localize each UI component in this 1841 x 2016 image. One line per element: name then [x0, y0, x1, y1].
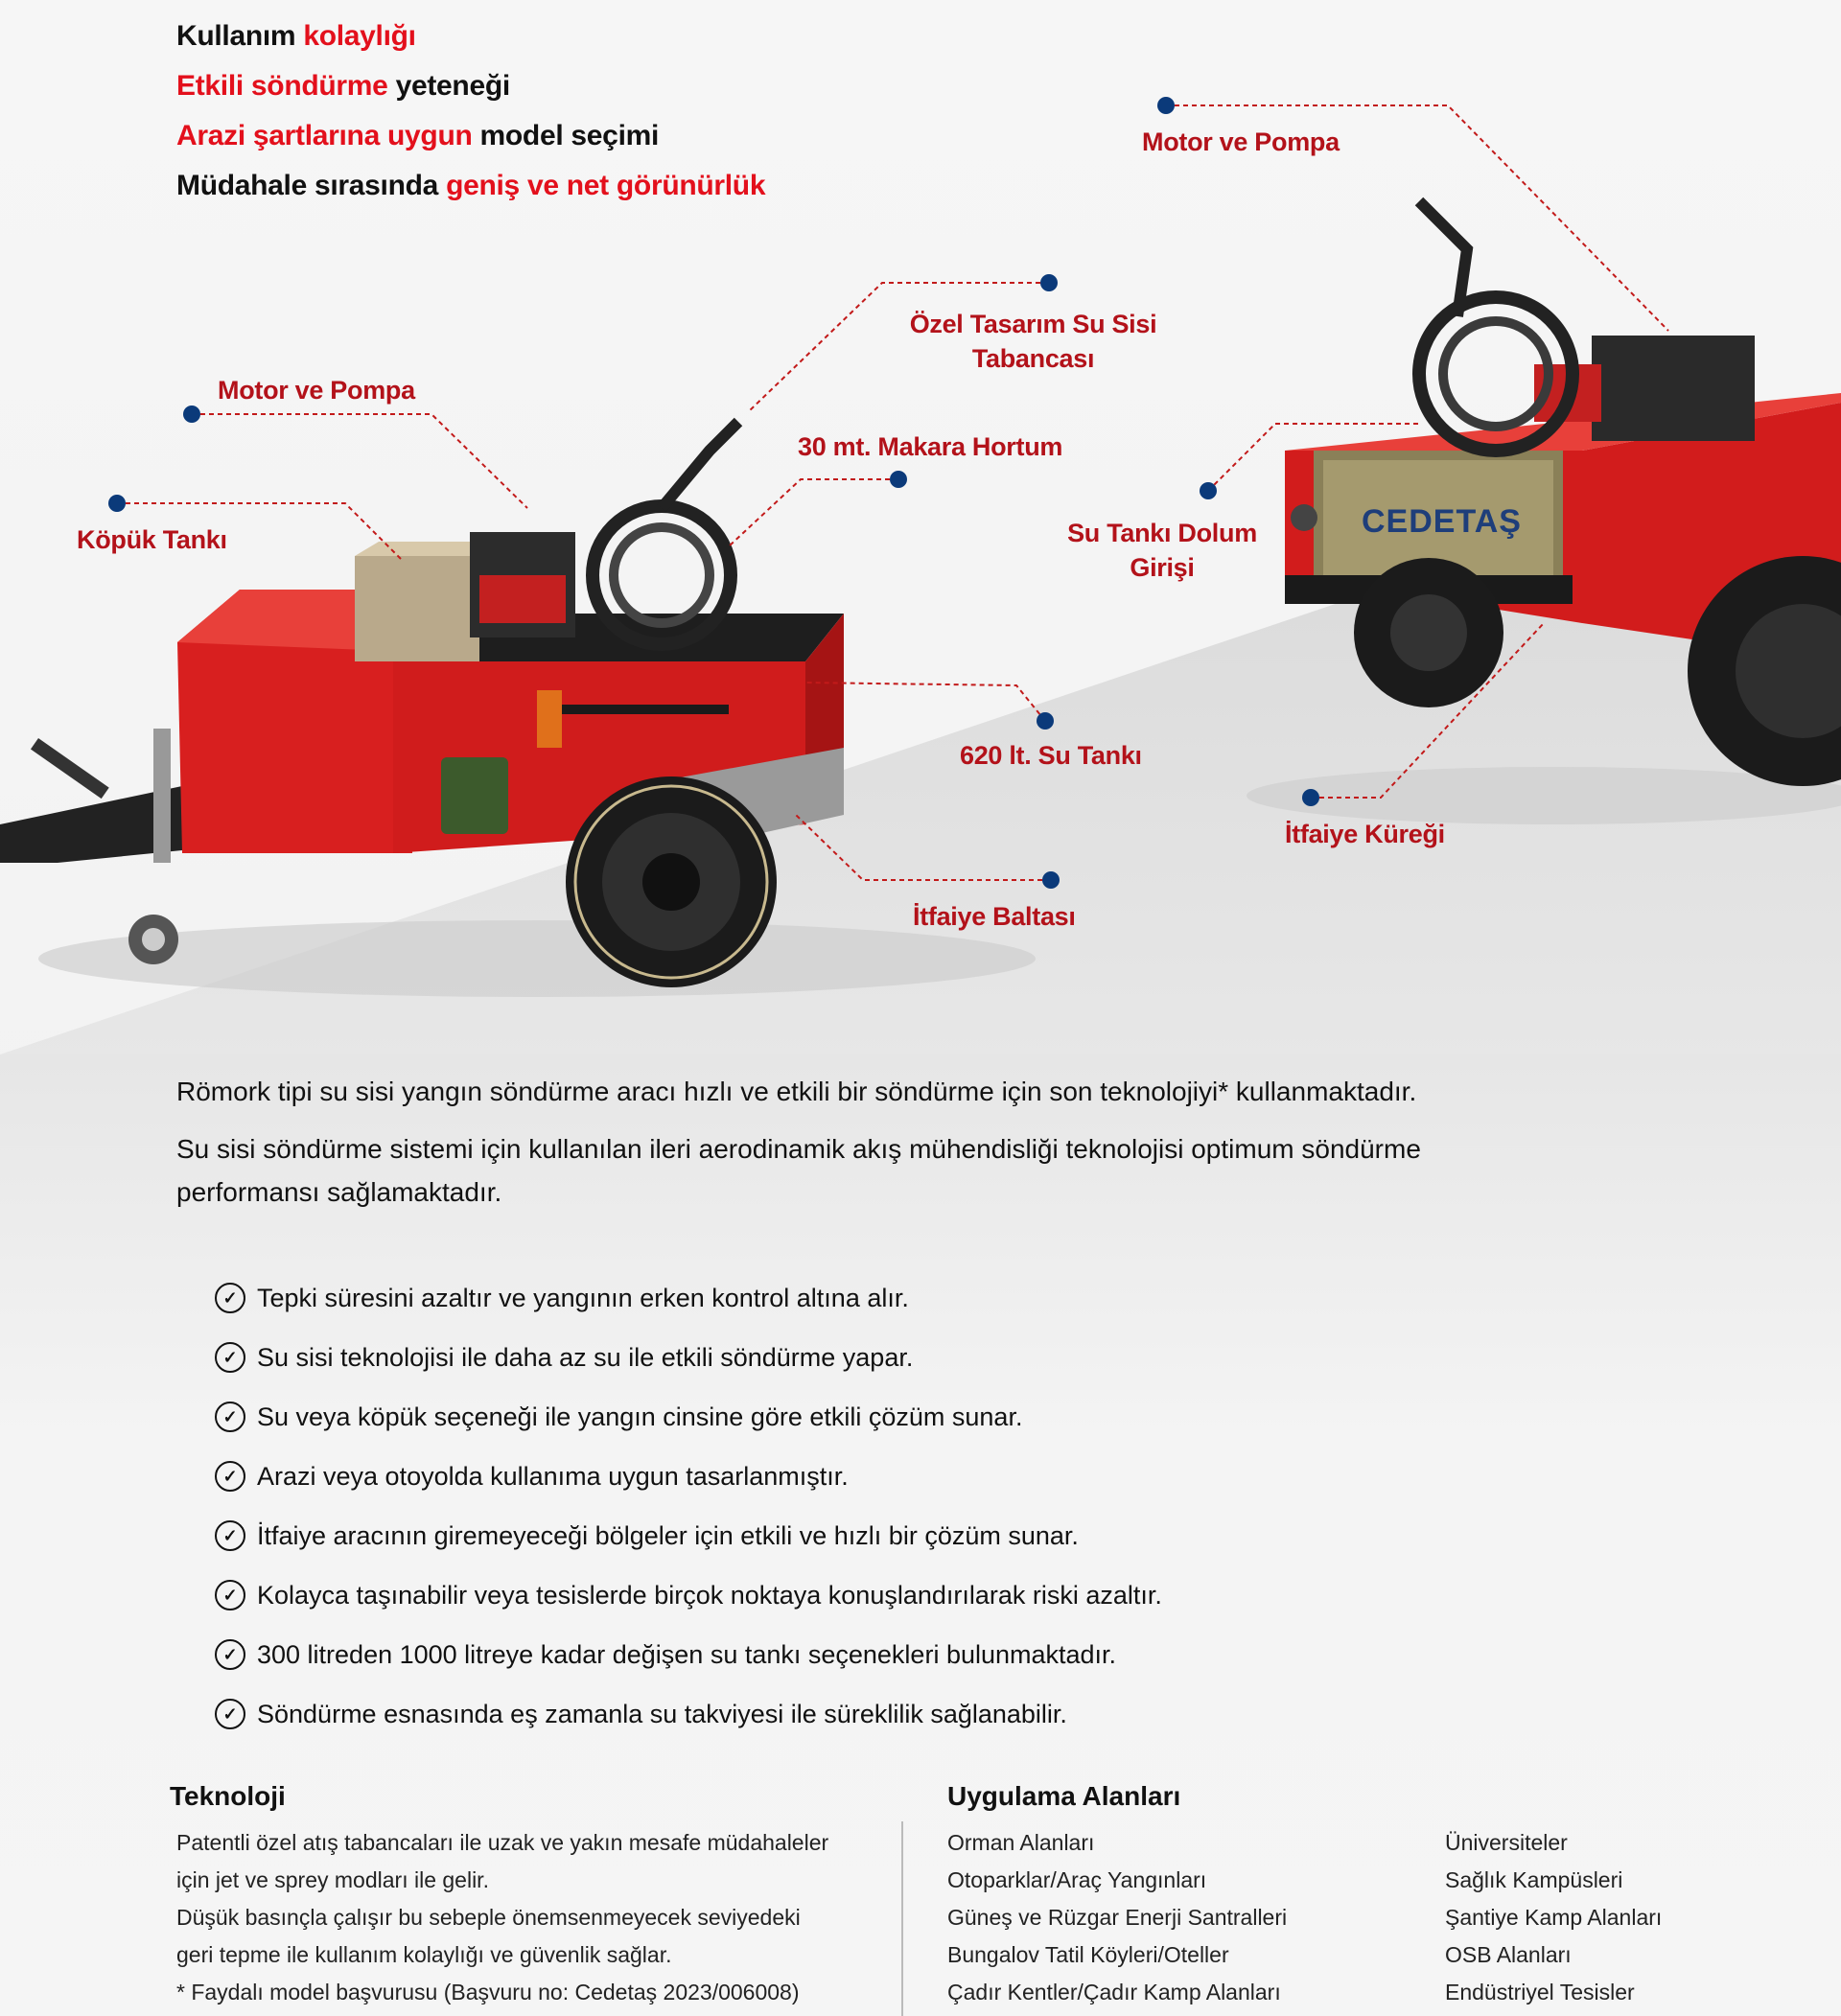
callout-itfaiye-kuregi: İtfaiye Küreği — [1285, 820, 1445, 848]
applications-col-2 — [1445, 1824, 1662, 2011]
feature-text: model seçimi — [472, 120, 660, 151]
application-item: Sağlık Kampüsleri — [1445, 1867, 1623, 1892]
application-item: OSB Alanları — [1445, 1942, 1572, 1967]
list-item — [215, 1387, 1162, 1447]
technology-line: Düşük basınçla çalışır bu sebeple önemsenmeyecek seviyedeki — [176, 1905, 801, 1930]
list-item-text: Tepki süresini azaltır ve yangının erken kontrol altına alır. — [257, 1283, 909, 1312]
callout-motor-pompa-left: Motor ve Pompa — [218, 376, 415, 405]
feature-text: Kullanım — [176, 20, 304, 52]
check-circle-icon: ✓ — [215, 1580, 245, 1610]
list-item-text: Su veya köpük seçeneği ile yangın cinsine göre etkili çözüm sunar. — [257, 1402, 1023, 1431]
description-p1: Römork tipi su sisi yangın söndürme aracı hızlı ve etkili bir söndürme için son teknolojiyi* kullanmaktadır. — [176, 1077, 1417, 1106]
application-item: Şantiye Kamp Alanları — [1445, 1905, 1663, 1930]
application-item: Üniversiteler — [1445, 1830, 1568, 1855]
list-item-text: Söndürme esnasında eş zamanla su takviyesi ile süreklilik sağlanabilir. — [257, 1699, 1067, 1728]
feature-text: geniş ve net görünürlük — [446, 170, 766, 201]
technology-title: Teknoloji — [170, 1781, 286, 1811]
list-item — [215, 1447, 1162, 1506]
applications-title: Uygulama Alanları — [947, 1781, 1181, 1811]
callout-dot-dolum — [1200, 482, 1217, 499]
callout-dot-kopuk — [108, 495, 126, 512]
callout-dot-balta — [1042, 871, 1060, 889]
check-circle-icon: ✓ — [215, 1283, 245, 1313]
list-item — [215, 1565, 1162, 1625]
list-item — [215, 1625, 1162, 1684]
list-item-text: Kolayca taşınabilir veya tesislerde birçok noktaya konuşlandırılarak riski azaltır. — [257, 1580, 1162, 1610]
callout-dot-ozel — [1040, 274, 1058, 291]
callout-ozel-tasarim: Özel Tasarım Su Sisi Tabancası — [909, 310, 1157, 373]
application-item: Otoparklar/Araç Yangınları — [947, 1867, 1207, 1892]
list-item — [215, 1506, 1162, 1565]
technology-line: Patentli özel atış tabancaları ile uzak ve yakın mesafe müdahaleler — [176, 1830, 829, 1855]
brand-plate: CEDETAŞ — [1362, 503, 1522, 540]
feature-text: Müdahale sırasında — [176, 170, 447, 201]
technology-line: için jet ve sprey modları ile gelir. — [176, 1867, 489, 1892]
check-circle-icon: ✓ — [215, 1402, 245, 1432]
callout-makara-hortum: 30 mt. Makara Hortum — [798, 432, 1063, 461]
applications-col-1 — [947, 1824, 1287, 2011]
callout-dot-makara — [890, 471, 907, 488]
application-item: Çadır Kentler/Çadır Kamp Alanları — [947, 1980, 1281, 2004]
callout-motor-pompa-right: Motor ve Pompa — [1142, 127, 1340, 156]
feature-text: yeteneği — [387, 70, 510, 102]
check-circle-icon: ✓ — [215, 1639, 245, 1670]
list-item-text: Arazi veya otoyolda kullanıma uygun tasarlanmıştır. — [257, 1461, 849, 1491]
check-circle-icon: ✓ — [215, 1342, 245, 1373]
technology-line: geri tepme ile kullanım kolaylığı ve güvenlik sağlar. — [176, 1942, 672, 1967]
application-item: Endüstriyel Tesisler — [1445, 1980, 1635, 2004]
check-circle-icon: ✓ — [215, 1461, 245, 1492]
callout-kopuk-tanki: Köpük Tankı — [77, 525, 227, 554]
list-item-text: İtfaiye aracının giremeyeceği bölgeler için etkili ve hızlı bir çözüm sunar. — [257, 1520, 1079, 1550]
callout-dot-motor-right — [1157, 97, 1175, 114]
list-item — [215, 1268, 1162, 1328]
column-divider — [901, 1821, 903, 2016]
technology-line: * Faydalı model başvurusu (Başvuru no: Cedetaş 2023/006008) — [176, 1980, 800, 2004]
list-item — [215, 1328, 1162, 1387]
check-circle-icon: ✓ — [215, 1520, 245, 1551]
description-p2: Su sisi söndürme sistemi için kullanılan ileri aerodinamik akış mühendisliği teknolojisi optimum söndürme performansı sağlamaktadır. — [176, 1134, 1421, 1207]
feature-text: kolaylığı — [303, 20, 416, 52]
application-item: Orman Alanları — [947, 1830, 1095, 1855]
application-item: Güneş ve Rüzgar Enerji Santralleri — [947, 1905, 1288, 1930]
benefit-list — [215, 1268, 1162, 1744]
feature-text: Etkili söndürme — [176, 70, 388, 102]
list-item-text: 300 litreden 1000 litreye kadar değişen su tankı seçenekleri bulunmaktadır. — [257, 1639, 1117, 1669]
list-item — [215, 1684, 1162, 1744]
check-circle-icon: ✓ — [215, 1699, 245, 1729]
callout-dot-kurek — [1302, 789, 1319, 806]
callout-dot-su-tanki — [1037, 712, 1054, 730]
callout-dot-motor-left — [183, 406, 200, 423]
application-item: Bungalov Tatil Köyleri/Oteller — [947, 1942, 1229, 1967]
list-item-text: Su sisi teknolojisi ile daha az su ile etkili söndürme yapar. — [257, 1342, 914, 1372]
callout-itfaiye-baltasi: İtfaiye Baltası — [913, 902, 1076, 931]
technology-text — [176, 1824, 867, 2011]
feature-text: Arazi şartlarına uygun — [176, 120, 473, 151]
callout-su-tanki: 620 lt. Su Tankı — [960, 741, 1142, 770]
callout-su-tanki-dolum: Su Tankı Dolum Girişi — [1067, 519, 1257, 582]
